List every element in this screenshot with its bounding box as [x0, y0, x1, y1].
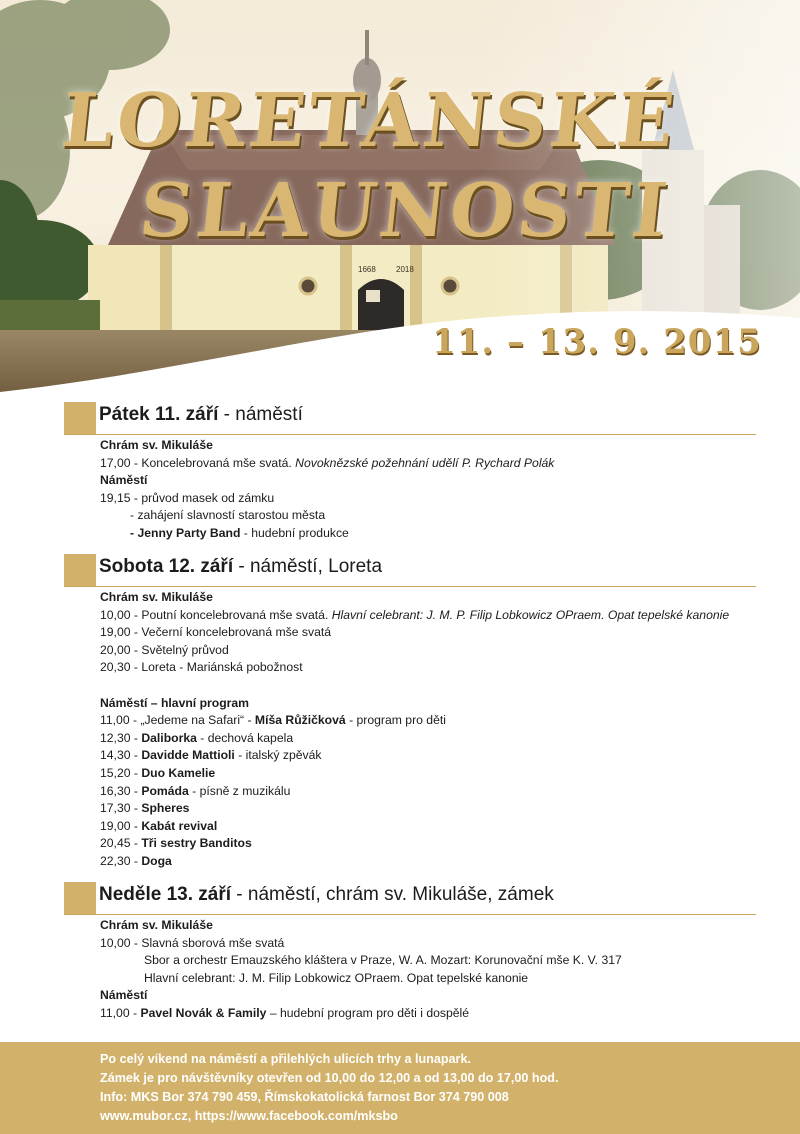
program-item [100, 853, 756, 871]
program-time: 20,00 [100, 642, 131, 657]
program-separator: - [130, 455, 142, 470]
program-time: 20,30 [100, 660, 131, 675]
program-description: - hudební produkce [240, 525, 349, 540]
footer-line-websites: www.mubor.cz, https://www.facebook.com/mksbo [100, 1109, 398, 1123]
footer-line-market: Po celý víkend na náměstí a přilehlých ulicích trhy a lunapark. [100, 1052, 471, 1066]
program-description: - zahájení slavností starostou města [130, 508, 326, 523]
program-performer-note: - italský zpěvák [234, 748, 322, 763]
program-item [100, 525, 756, 543]
program-separator: - [130, 801, 142, 816]
program-item [100, 747, 756, 765]
venue-subheading: Chrám sv. Mikuláše [100, 590, 213, 604]
program-separator: - [130, 818, 142, 833]
program-item [100, 800, 756, 818]
program-item [100, 642, 756, 660]
program-separator: - [130, 660, 142, 675]
footer-line-contacts: Info: MKS Bor 374 790 459, Římskokatolická farnost Bor 374 790 008 [100, 1090, 509, 1104]
poster-title-line-2: SLAUNOSTI [135, 168, 675, 254]
day-section-saturday [64, 554, 756, 871]
program-performer: Duo Kamelie [141, 765, 216, 780]
program-time: 19,00 [100, 818, 131, 833]
program-separator: - [130, 853, 142, 868]
program-item [100, 712, 756, 730]
day-title-date: Pátek 11. září [99, 404, 219, 425]
program-item [100, 818, 756, 836]
program-note: Hlavní celebrant: J. M. P. Filip Lobkowicz OPraem. Opat tepelské kanonie [331, 607, 730, 622]
day-program-list [64, 915, 756, 1023]
day-title-venues: - náměstí [218, 404, 303, 425]
footer-line-castle-hours: Zámek je pro návštěvníky otevřen od 10,00 do 12,00 a od 13,00 do 17,00 hod. [100, 1071, 559, 1085]
program-separator: - [130, 490, 142, 505]
program-performer: Doga [141, 853, 172, 868]
program-time: 19,15 [100, 490, 131, 505]
program-item [100, 607, 756, 625]
program-description: Poutní koncelebrovaná mše svatá. [141, 607, 332, 622]
program-separator: - [129, 1005, 141, 1020]
day-title-venues: - náměstí, chrám sv. Mikuláše, zámek [231, 884, 554, 905]
program-performer: - Jenny Party Band [130, 525, 241, 540]
program-performer: Tři sestry Banditos [141, 836, 252, 851]
venue-subheading: Náměstí – hlavní program [100, 695, 250, 710]
program-performer-note: - písně z muzikálu [188, 783, 291, 798]
program-separator: - [130, 642, 142, 657]
program-time: 17,00 [100, 455, 131, 470]
program-item [100, 624, 756, 642]
day-title-date: Sobota 12. září [99, 556, 234, 577]
program-separator: - [129, 713, 141, 728]
footer-info-bar [0, 1042, 800, 1134]
program-performer: Spheres [141, 801, 190, 816]
poster-title-line-1: LORETÁNSKÉ [57, 78, 682, 164]
program-time: 20,45 [100, 836, 131, 851]
day-marker-square [64, 402, 96, 434]
day-header [64, 554, 756, 587]
day-section-sunday [64, 882, 756, 1023]
program-time: 14,30 [100, 748, 131, 763]
program-item [100, 765, 756, 783]
program-performer-note: - program pro děti [345, 713, 446, 728]
day-title-venues: - náměstí, Loreta [233, 556, 383, 577]
day-program-list [64, 587, 756, 871]
day-title-date: Neděle 13. září [99, 884, 232, 905]
program-item [100, 935, 756, 953]
program-performer: Pomáda [141, 783, 189, 798]
day-marker-square [64, 882, 96, 914]
program-description: Večerní koncelebrovaná mše svatá [141, 625, 332, 640]
program-performer-note: - dechová kapela [196, 730, 294, 745]
program-time: 11,00 [100, 713, 130, 728]
program-description: Loreta - Mariánská pobožnost [141, 660, 303, 675]
program-performer: Míša Růžičková [254, 713, 346, 728]
program-separator: - [130, 783, 142, 798]
venue-subheading: Náměstí [100, 473, 148, 488]
program-separator: - [130, 765, 142, 780]
program-description: „Jedeme na Safari“ - [140, 713, 255, 728]
header-photo [0, 0, 800, 400]
program-time: 12,30 [100, 730, 131, 745]
program-description: Hlavní celebrant: J. M. Filip Lobkowicz OPraem. Opat tepelské kanonie [144, 970, 529, 985]
day-title [99, 404, 303, 426]
day-title [99, 884, 554, 906]
program-separator: - [130, 730, 142, 745]
program-item [100, 490, 756, 508]
program-separator: - [130, 836, 142, 851]
program-note: Novoknězské požehnání udělí P. Rychard Polák [295, 455, 555, 470]
program-description: Světelný průvod [141, 642, 229, 657]
program-time: 22,30 [100, 853, 131, 868]
program-performer: Pavel Novák & Family [140, 1005, 267, 1020]
program-time: 16,30 [100, 783, 131, 798]
program-item [100, 455, 756, 473]
day-title [99, 556, 382, 578]
program-separator: - [130, 935, 142, 950]
day-header [64, 402, 756, 435]
program-performer: Kabát revival [141, 818, 218, 833]
program-separator: - [130, 748, 142, 763]
program-description: Sbor a orchestr Emauzského kláštera v Praze, W. A. Mozart: Korunovační mše K. V. 317 [144, 953, 622, 968]
program-time: 19,00 [100, 625, 131, 640]
program-item [100, 1005, 756, 1023]
program-time: 10,00 [100, 607, 131, 622]
day-header [64, 882, 756, 915]
program-item [100, 659, 756, 677]
program-item [100, 952, 756, 970]
spacer [100, 677, 756, 695]
day-program-list [64, 435, 756, 543]
program-description: průvod masek od zámku [141, 490, 275, 505]
program-time: 10,00 [100, 935, 131, 950]
program-performer: Daliborka [141, 730, 197, 745]
program-time: 17,30 [100, 801, 131, 816]
program-separator: - [130, 625, 142, 640]
program-item [100, 783, 756, 801]
venue-subheading: Chrám sv. Mikuláše [100, 918, 213, 932]
day-section-friday [64, 402, 756, 543]
program-performer: Davidde Mattioli [141, 748, 235, 763]
program-separator: - [130, 607, 142, 622]
program-time: 11,00 [100, 1005, 130, 1020]
venue-subheading: Chrám sv. Mikuláše [100, 438, 213, 452]
program-item [100, 835, 756, 853]
program-description: Koncelebrovaná mše svatá. [141, 455, 296, 470]
event-date-range: 11. – 13. 9. 2015 [432, 322, 762, 362]
day-marker-square [64, 554, 96, 586]
program-performer-note: – hudební program pro děti i dospělé [266, 1005, 470, 1020]
venue-subheading: Náměstí [100, 988, 148, 1003]
program-item [100, 970, 756, 988]
program-item [100, 730, 756, 748]
program-time: 15,20 [100, 765, 131, 780]
program-description: Slavná sborová mše svatá [141, 935, 285, 950]
program-item [100, 507, 756, 525]
